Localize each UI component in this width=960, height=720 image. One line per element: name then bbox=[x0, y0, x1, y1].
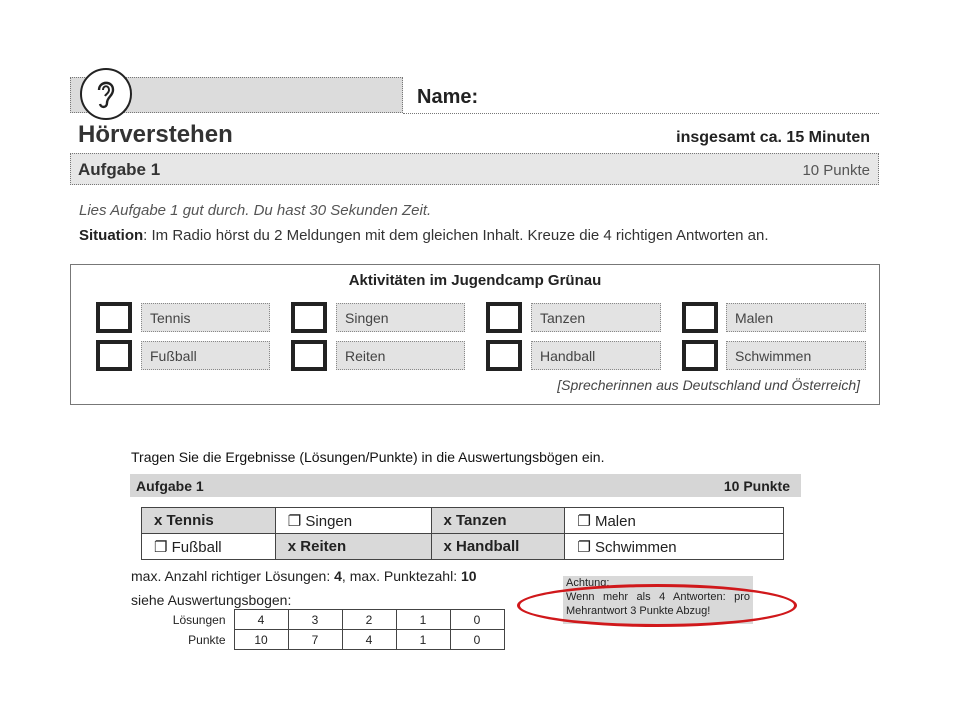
max-line bbox=[131, 568, 477, 584]
score-cell: 3 bbox=[288, 610, 342, 630]
score-cell: 1 bbox=[396, 630, 450, 650]
score-cell: 1 bbox=[396, 610, 450, 630]
page-title: Hörverstehen bbox=[78, 121, 233, 148]
solution-cell: x Tanzen bbox=[431, 508, 565, 534]
max-points: 10 bbox=[460, 568, 477, 584]
max-solutions: 4 bbox=[334, 568, 342, 584]
checkbox-reiten[interactable] bbox=[291, 340, 327, 371]
max-prefix: max. Anzahl richtiger Lösungen: bbox=[131, 568, 335, 584]
activity-label: Tanzen bbox=[531, 303, 661, 332]
score-cell: 0 bbox=[450, 610, 504, 630]
max-mid: , max. Punktezahl: bbox=[341, 568, 461, 584]
instruction-text: Lies Aufgabe 1 gut durch. Du hast 30 Sekunden Zeit. bbox=[79, 202, 432, 219]
checkbox-schwimmen[interactable] bbox=[682, 340, 718, 371]
solution-cell: x Tennis bbox=[142, 508, 276, 534]
name-label: Name: bbox=[417, 86, 479, 108]
evaluation-title: Aufgabe 1 bbox=[136, 478, 204, 494]
solution-cell: ❐ Schwimmen bbox=[565, 534, 784, 560]
activity-label: Tennis bbox=[141, 303, 270, 332]
task-title: Aufgabe 1 bbox=[78, 160, 161, 179]
warning-line: Wenn mehr als 4 Antworten: pro bbox=[566, 591, 750, 603]
score-cell: 4 bbox=[342, 630, 396, 650]
activity-label: Malen bbox=[726, 303, 866, 332]
score-cell: 4 bbox=[234, 610, 288, 630]
situation-body: : Im Radio hörst du 2 Meldungen mit dem gleichen Inhalt. Kreuze die 4 richtigen Antworten an. bbox=[143, 227, 769, 244]
solution-table bbox=[141, 507, 784, 560]
table-row bbox=[130, 630, 504, 650]
score-table bbox=[130, 609, 505, 650]
score-cell: 7 bbox=[288, 630, 342, 650]
solution-cell: ❐ Malen bbox=[565, 508, 784, 534]
duration-text: insgesamt ca. 15 Minuten bbox=[676, 129, 870, 146]
score-row-label: Punkte bbox=[188, 632, 226, 647]
ear-icon bbox=[80, 68, 132, 120]
table-row bbox=[130, 610, 504, 630]
score-row-label: Lösungen bbox=[172, 612, 226, 627]
evaluation-points: 10 Punkte bbox=[723, 478, 790, 494]
activity-label: Handball bbox=[531, 341, 661, 370]
table-row bbox=[142, 508, 784, 534]
see-sheet: siehe Auswertungsbogen: bbox=[131, 592, 292, 608]
score-cell: 10 bbox=[234, 630, 288, 650]
activity-label: Fußball bbox=[141, 341, 270, 370]
speakers-note: [Sprecherinnen aus Deutschland und Österreich] bbox=[557, 377, 860, 393]
score-cell: 0 bbox=[450, 630, 504, 650]
checkbox-malen[interactable] bbox=[682, 302, 718, 333]
highlight-ellipse bbox=[517, 584, 797, 627]
solution-cell: ❐ Fußball bbox=[142, 534, 276, 560]
evaluation-intro: Tragen Sie die Ergebnisse (Lösungen/Punkte) in die Auswertungsbögen ein. bbox=[131, 449, 605, 465]
score-cell: 2 bbox=[342, 610, 396, 630]
situation-label: Situation bbox=[79, 227, 144, 244]
checkbox-fussball[interactable] bbox=[96, 340, 132, 371]
name-line[interactable] bbox=[403, 113, 879, 114]
solution-cell: ❐ Singen bbox=[275, 508, 431, 534]
warning-line: Mehrantwort 3 Punkte Abzug! bbox=[566, 605, 711, 617]
warning-title: Achtung: bbox=[566, 577, 610, 589]
solution-cell: x Handball bbox=[431, 534, 565, 560]
checkbox-tennis[interactable] bbox=[96, 302, 132, 333]
checkbox-tanzen[interactable] bbox=[486, 302, 522, 333]
activity-label: Singen bbox=[336, 303, 465, 332]
checkbox-handball[interactable] bbox=[486, 340, 522, 371]
task-points: 10 Punkte bbox=[802, 162, 870, 179]
checkbox-singen[interactable] bbox=[291, 302, 327, 333]
table-row bbox=[142, 534, 784, 560]
situation-text bbox=[79, 227, 769, 244]
solution-cell: x Reiten bbox=[275, 534, 431, 560]
activity-label: Schwimmen bbox=[726, 341, 866, 370]
activity-label: Reiten bbox=[336, 341, 465, 370]
activities-title: Aktivitäten im Jugendcamp Grünau bbox=[348, 272, 602, 289]
